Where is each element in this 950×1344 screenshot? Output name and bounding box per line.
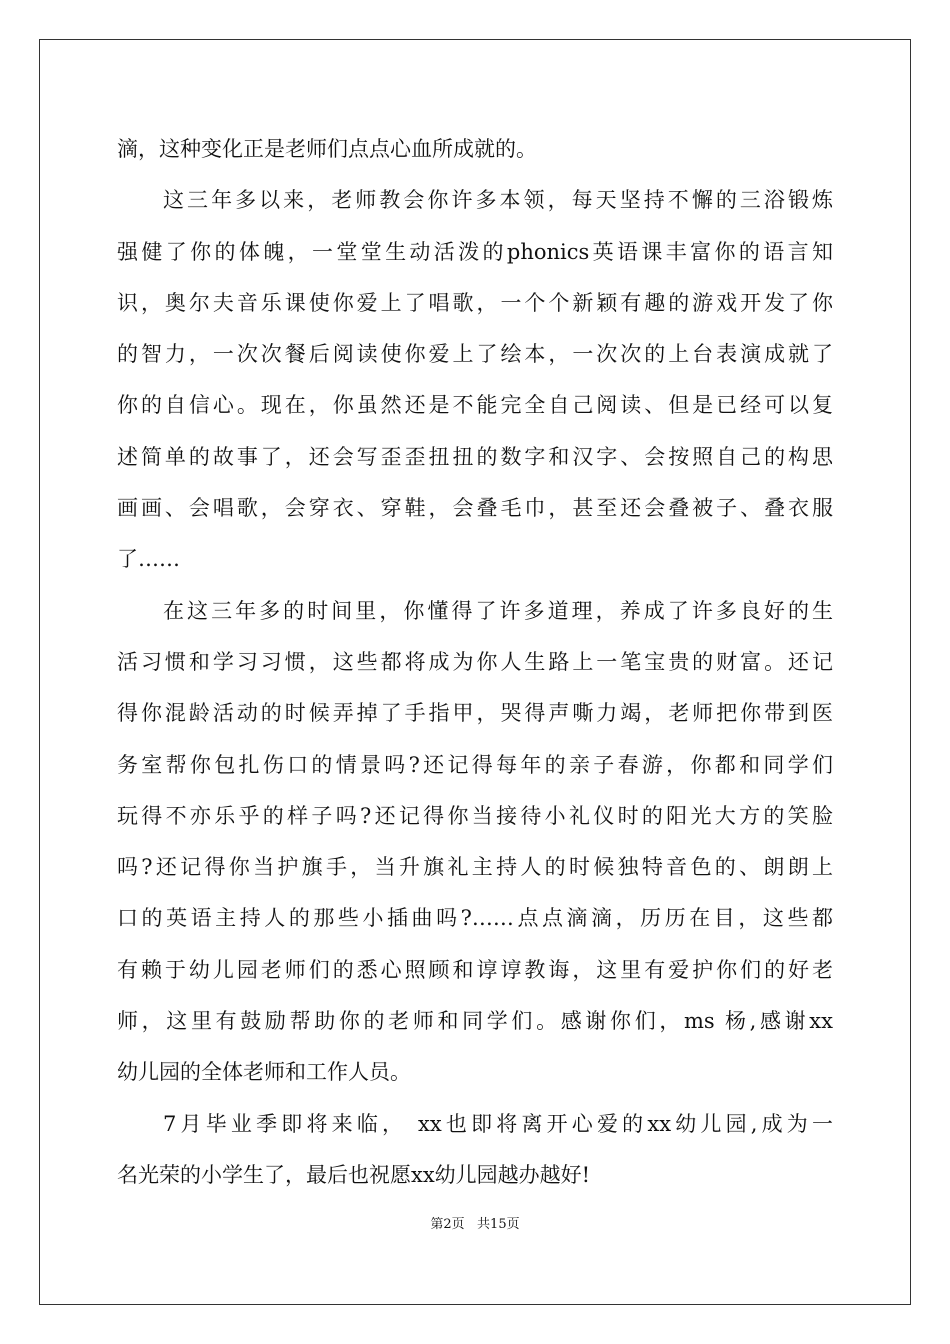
document-body [117, 124, 833, 1201]
text-line: 得你混龄活动的时候弄掉了手指甲，哭得声嘶力竭，老师把你带到医 [117, 701, 833, 726]
text-line: 滴，这种变化正是老师们点点心血所成就的。 [117, 137, 537, 161]
text-line: 务室帮你包扎伤口的情景吗?还记得每年的亲子春游，你都和同学们 [117, 752, 833, 777]
text-line: 幼儿园的全体老师和工作人员。 [117, 1060, 411, 1085]
text-line: 识，奥尔夫音乐课使你爱上了唱歌，一个个新颖有趣的游戏开发了你 [117, 290, 833, 315]
text-line: 了…… [117, 547, 180, 572]
text-line: 的智力，一次次餐后阅读使你爱上了绘本，一次次的上台表演成就了 [117, 342, 833, 367]
text-line: 述简单的故事了，还会写歪歪扭扭的数字和汉字、会按照自己的构思 [117, 444, 833, 469]
page-number-footer: 第2页 共15页 [430, 1217, 520, 1232]
text-line: 你的自信心。现在，你虽然还是不能完全自己阅读、但是已经可以复 [117, 393, 833, 418]
text-line: 7月毕业季即将来临， xx也即将离开心爱的xx幼儿园,成为一 [163, 1111, 833, 1136]
text-line: 有赖于幼儿园老师们的悉心照顾和谆谆教诲，这里有爱护你们的好老 [117, 957, 833, 982]
text-line: 名光荣的小学生了，最后也祝愿xx幼儿园越办越好! [117, 1162, 591, 1187]
text-line: 活习惯和学习习惯，这些都将成为你人生路上一笔宝贵的财富。还记 [117, 649, 833, 674]
text-line: 强健了你的体魄，一堂堂生动活泼的phonics英语课丰富你的语言知 [117, 239, 833, 264]
text-line: 这三年多以来，老师教会你许多本领，每天坚持不懈的三浴锻炼 [163, 188, 833, 213]
text-line: 在这三年多的时间里，你懂得了许多道理，养成了许多良好的生 [163, 598, 833, 623]
text-line: 吗?还记得你当护旗手，当升旗礼主持人的时候独特音色的、朗朗上 [117, 855, 833, 880]
text-line: 玩得不亦乐乎的样子吗?还记得你当接待小礼仪时的阳光大方的笑脸 [117, 803, 833, 828]
text-line: 师，这里有鼓励帮助你的老师和同学们。感谢你们，ms 杨,感谢xx [117, 1009, 833, 1034]
text-line: 画画、会唱歌，会穿衣、穿鞋，会叠毛巾，甚至还会叠被子、叠衣服 [117, 496, 833, 521]
text-line: 口的英语主持人的那些小插曲吗?……点点滴滴，历历在目，这些都 [117, 906, 833, 931]
